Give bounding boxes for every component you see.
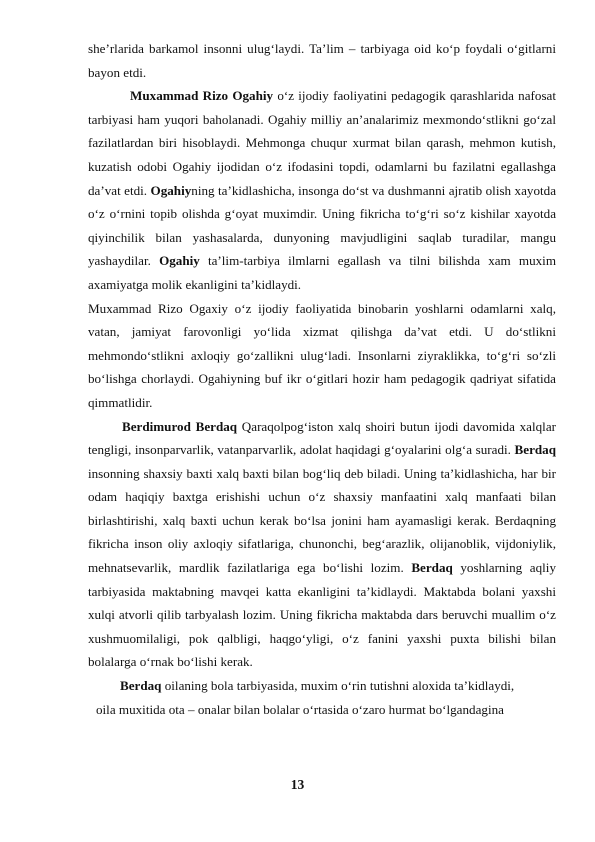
- paragraph-intro: she’rlarida barkamol insonni ulug‘laydi. Ta’lim – tarbiyaga oid ko‘p foydali o‘gitlarni bayon etdi.: [88, 41, 556, 80]
- paragraph-berdaq: [88, 415, 556, 675]
- author-name: Ogahiy: [150, 182, 192, 198]
- page-number: 13: [290, 777, 305, 792]
- author-name: Berdaq: [514, 442, 556, 458]
- paragraph-text: insonning shaxsiy baxti xalq baxti bilan bog‘liq deb biladi. Uning ta’kidlashicha, har bir odam haqiqiy baxtga erishishi uchun o‘z shaxsiy manfaatini xalq manfaati bilan birlashtirishi, xalq baxti uchun kerak bo‘lsa jonini ham ayamasligi kerak. Berdaqning fikricha inson oliy axloqiy sifatlariga, chunonchi, beg‘arazlik, olijanoblik, vijdoniylik, mehnatsevarlik, mardlik fazilatlariga ega bo‘lishi lozim.: [88, 465, 556, 576]
- paragraph-text: ta’lim-tarbiya ilmlarni egallash va tilni bilishda xam muxim axamiyatga molik ekanligini ta’kidlaydi.: [88, 253, 557, 292]
- paragraph-ogahiy: [88, 84, 556, 296]
- author-name: Ogahiy: [159, 253, 200, 269]
- paragraph-text: oilaning bola tarbiyasida, muxim o‘rin tutishni aloxida ta’kidlaydi,: [161, 678, 515, 694]
- author-name: Berdimurod Berdaq: [122, 418, 238, 434]
- paragraph-text: Qaraqolpog‘iston xalq shoiri butun ijodi davomida xalqlar tengligi, insonparvarlik, vatanparvarlik, adolat haqidagi g‘oyalarini olg‘a suradi.: [88, 418, 556, 458]
- paragraph-ogahiy-summary: Muxammad Rizo Ogaxiy o‘z ijodiy faoliyatida binobarin yoshlarni odamlarni xalq, vatan, jamiyat farovonligi yo‘lida xizmat qilishga da’vat etdi. U do‘stlikni mehmondo‘stlikni axloqiy go‘zallikni ulug‘ladi. Insonlarni ziyraklikka, to‘g‘ri so‘zli bo‘lishga chorlaydi. Ogahiyning buf ikr o‘gitlari hozir ham pedagogik qadriyat sifatida qimmatlidir.: [88, 300, 556, 410]
- author-name: Berdaq: [120, 678, 162, 694]
- author-name: Muxammad Rizo Ogahiy: [130, 88, 274, 104]
- body-text: [88, 37, 556, 721]
- paragraph-text: o‘z ijodiy faoliyatini pedagogik qarashlarida nafosat tarbiyasi ham yuqori baholanadi. Ogahiy milliy an’analarimiz mexmondo‘stlikni go‘zal fazilatlardan biri hisoblaydi. Mehmonga chuqur xurmat bilan qarash, mehmon kutish, kuzatish odobi Ogahiy ijodidan o‘z ifodasini topdi, odamlarni bu fazilatni egallashga da’vat etdi.: [88, 88, 556, 198]
- paragraph-text: ning ta’kidlashicha, insonga do‘st va dushmanni ajratib olish xayotda o‘z o‘rnini topib olishda g‘oyat muximdir. Uning fikricha to‘g‘ri so‘z kishilar xayotda qiyinchilik bilan yashasalarda, dunyoning mavjudligini saqlab turadilar, mangu yashaydilar.: [88, 182, 556, 269]
- paragraph-berdaq-family: [88, 674, 556, 698]
- paragraph-text: yoshlarning aqliy tarbiyasida maktabning mavqei katta ekanligini ta’kidlaydi. Maktabda bolani yaxshi xulqi atvorli qilib tarbyalash lozim. Uning fikricha maktabda dars beruvchi muallim o‘z xushmuomilaligi, pok qalbligi, haqgo‘yligi, o‘z fanini yaxshi puxta bilishi bilan bolalarga o‘rnak bo‘lishi kerak.: [88, 560, 556, 670]
- author-name: Berdaq: [411, 560, 453, 576]
- paragraph-family-continued: oila muxitida ota – onalar bilan bolalar o‘rtasida o‘zaro hurmat bo‘lgandagina: [96, 701, 504, 717]
